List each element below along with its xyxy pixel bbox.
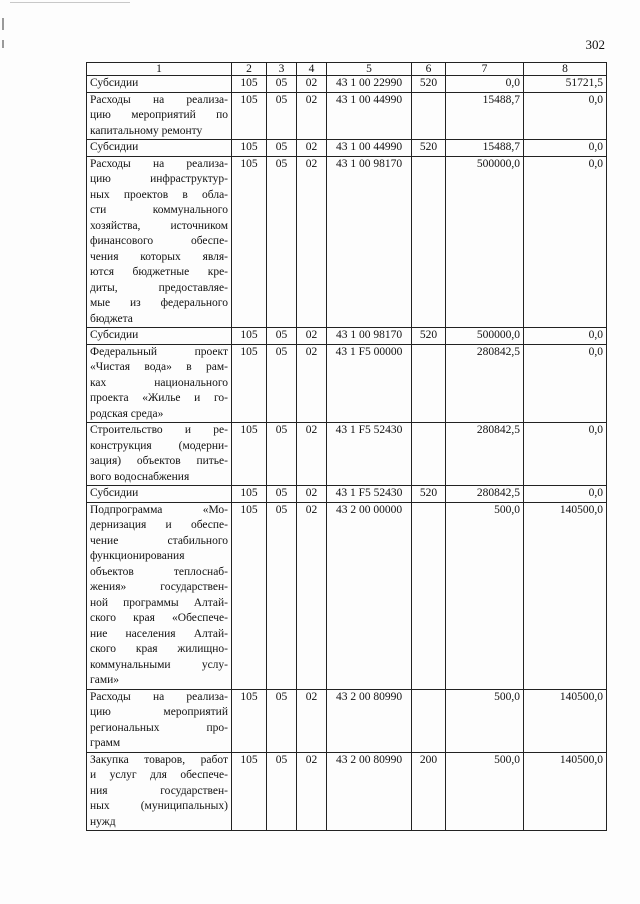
table-row xyxy=(87,76,607,93)
description-line: родская среда» xyxy=(90,407,164,420)
column-header: 3 xyxy=(267,63,297,76)
description-line: ния государствен- xyxy=(90,784,228,797)
description-line: вого водоснабжения xyxy=(90,470,190,483)
table-row xyxy=(87,486,607,503)
description-line: цию мероприятий xyxy=(90,706,228,718)
section-code: 05 xyxy=(267,423,297,486)
expense-type-code xyxy=(412,689,446,752)
column-header: 5 xyxy=(327,63,412,76)
description-line: Закупка товаров, работ xyxy=(90,753,228,766)
expense-type-code xyxy=(412,92,446,140)
description-line: ных (муниципальных) xyxy=(90,800,228,812)
table-row xyxy=(87,752,607,831)
description-line: Субсидии xyxy=(90,77,139,89)
column-header: 1 xyxy=(87,63,232,76)
description-line: и услуг для обеспече- xyxy=(90,769,228,781)
subsection-code: 02 xyxy=(297,344,327,423)
description-line: Расходы на реализа- xyxy=(90,93,228,106)
row-description xyxy=(87,76,232,93)
column-header: 2 xyxy=(232,63,267,76)
target-article-code: 43 2 00 00000 xyxy=(327,502,412,689)
description-line: нужд xyxy=(90,815,116,828)
row-description xyxy=(87,156,232,328)
amount-col7: 500,0 xyxy=(446,502,524,689)
expense-type-code xyxy=(412,502,446,689)
target-article-code: 43 2 00 80990 xyxy=(327,689,412,752)
subsection-code: 02 xyxy=(297,423,327,486)
amount-col7: 280842,5 xyxy=(446,423,524,486)
amount-col8: 0,0 xyxy=(524,328,607,345)
description-line: Федеральный проект xyxy=(90,345,228,358)
description-line: мые из федерального xyxy=(90,297,228,309)
budget-code: 105 xyxy=(232,689,267,752)
column-header: 6 xyxy=(412,63,446,76)
row-description xyxy=(87,689,232,752)
section-code: 05 xyxy=(267,76,297,93)
description-line: жения» государствен- xyxy=(90,581,228,593)
amount-col8: 0,0 xyxy=(524,486,607,503)
amount-col8: 51721,5 xyxy=(524,76,607,93)
subsection-code: 02 xyxy=(297,140,327,157)
section-code: 05 xyxy=(267,140,297,157)
budget-code: 105 xyxy=(232,344,267,423)
amount-col7: 500,0 xyxy=(446,752,524,831)
table-row xyxy=(87,328,607,345)
table-row xyxy=(87,423,607,486)
target-article-code: 43 2 00 80990 xyxy=(327,752,412,831)
expense-type-code: 520 xyxy=(412,486,446,503)
description-line: Расходы на реализа- xyxy=(90,690,228,703)
description-line: функционирования xyxy=(90,550,185,562)
description-line: ского края жилищно- xyxy=(90,643,228,655)
subsection-code: 02 xyxy=(297,752,327,831)
description-line: проекта «Жилье и го- xyxy=(90,392,228,404)
description-line: бюджета xyxy=(90,312,133,325)
description-line: зация) объектов питье- xyxy=(90,455,228,467)
description-line: коммунальными услу- xyxy=(90,658,228,671)
page-number: 302 xyxy=(585,37,605,52)
description-line: Расходы на реализа- xyxy=(90,157,228,170)
budget-code: 105 xyxy=(232,76,267,93)
description-line: Субсидии xyxy=(90,329,139,341)
budget-code: 105 xyxy=(232,486,267,503)
description-line: ках национального xyxy=(90,376,228,389)
description-line: чение стабильного xyxy=(90,534,228,547)
scan-artifact xyxy=(10,2,130,3)
description-line: ной программы Алтай- xyxy=(90,596,228,609)
expense-type-code: 520 xyxy=(412,76,446,93)
target-article-code: 43 1 F5 52430 xyxy=(327,486,412,503)
description-line: ных проектов в обла- xyxy=(90,188,228,201)
description-line: конструкция (модерни- xyxy=(90,439,228,452)
table-row xyxy=(87,689,607,752)
amount-col8: 140500,0 xyxy=(524,752,607,831)
description-line: ются бюджетные кре- xyxy=(90,266,228,278)
row-description xyxy=(87,423,232,486)
target-article-code: 43 1 00 44990 xyxy=(327,92,412,140)
description-line: грамм xyxy=(90,737,121,749)
section-code: 05 xyxy=(267,502,297,689)
amount-col8: 0,0 xyxy=(524,423,607,486)
description-line: Строительство и ре- xyxy=(90,424,228,436)
amount-col7: 500,0 xyxy=(446,689,524,752)
target-article-code: 43 1 F5 00000 xyxy=(327,344,412,423)
description-line: чения которых явля- xyxy=(90,250,228,263)
amount-col8: 0,0 xyxy=(524,344,607,423)
row-description xyxy=(87,344,232,423)
description-line: объектов теплоснаб- xyxy=(90,565,228,578)
description-line: «Чистая вода» в рам- xyxy=(90,361,228,373)
header-row xyxy=(87,63,607,76)
budget-code: 105 xyxy=(232,140,267,157)
section-code: 05 xyxy=(267,344,297,423)
subsection-code: 02 xyxy=(297,328,327,345)
budget-code: 105 xyxy=(232,328,267,345)
description-line: Субсидии xyxy=(90,487,139,499)
amount-col7: 0,0 xyxy=(446,76,524,93)
section-code: 05 xyxy=(267,752,297,831)
budget-code: 105 xyxy=(232,92,267,140)
column-header: 7 xyxy=(446,63,524,76)
amount-col7: 500000,0 xyxy=(446,156,524,328)
row-description xyxy=(87,502,232,689)
budget-code: 105 xyxy=(232,156,267,328)
column-header: 8 xyxy=(524,63,607,76)
description-line: Подпрограмма «Мо- xyxy=(90,503,228,516)
amount-col7: 15488,7 xyxy=(446,140,524,157)
description-line: гами» xyxy=(90,674,120,686)
description-line: цию инфраструктур- xyxy=(90,173,228,185)
amount-col7: 280842,5 xyxy=(446,486,524,503)
section-code: 05 xyxy=(267,92,297,140)
table-row xyxy=(87,92,607,140)
amount-col7: 500000,0 xyxy=(446,328,524,345)
target-article-code: 43 1 00 98170 xyxy=(327,156,412,328)
budget-code: 105 xyxy=(232,423,267,486)
section-code: 05 xyxy=(267,689,297,752)
table-row xyxy=(87,502,607,689)
amount-col8: 140500,0 xyxy=(524,502,607,689)
table-row xyxy=(87,344,607,423)
expense-type-code xyxy=(412,156,446,328)
amount-col8: 0,0 xyxy=(524,92,607,140)
description-line: дернизация и обеспе- xyxy=(90,519,228,531)
amount-col8: 0,0 xyxy=(524,140,607,157)
description-line: региональных про- xyxy=(90,721,228,734)
amount-col8: 0,0 xyxy=(524,156,607,328)
section-code: 05 xyxy=(267,328,297,345)
description-line: финансового обеспе- xyxy=(90,235,228,247)
scan-edge-mark xyxy=(2,40,4,48)
budget-code: 105 xyxy=(232,502,267,689)
budget-table xyxy=(86,62,607,831)
amount-col7: 280842,5 xyxy=(446,344,524,423)
description-line: капитальному ремонту xyxy=(90,124,203,137)
subsection-code: 02 xyxy=(297,486,327,503)
target-article-code: 43 1 00 98170 xyxy=(327,328,412,345)
amount-col7: 15488,7 xyxy=(446,92,524,140)
subsection-code: 02 xyxy=(297,156,327,328)
expense-type-code xyxy=(412,344,446,423)
description-line: ние населения Алтай- xyxy=(90,627,228,640)
subsection-code: 02 xyxy=(297,502,327,689)
scan-edge-mark xyxy=(2,18,4,30)
row-description xyxy=(87,140,232,157)
subsection-code: 02 xyxy=(297,92,327,140)
target-article-code: 43 1 00 44990 xyxy=(327,140,412,157)
description-line: диты, предоставляе- xyxy=(90,281,228,294)
expense-type-code: 520 xyxy=(412,140,446,157)
section-code: 05 xyxy=(267,486,297,503)
table-row xyxy=(87,156,607,328)
description-line: ского края «Обеспече- xyxy=(90,612,228,624)
row-description xyxy=(87,752,232,831)
expense-type-code: 520 xyxy=(412,328,446,345)
subsection-code: 02 xyxy=(297,76,327,93)
description-line: хозяйства, источником xyxy=(90,219,228,232)
budget-code: 105 xyxy=(232,752,267,831)
row-description xyxy=(87,486,232,503)
column-header: 4 xyxy=(297,63,327,76)
description-line: сти коммунального xyxy=(90,204,228,216)
description-line: Субсидии xyxy=(90,141,139,153)
section-code: 05 xyxy=(267,156,297,328)
subsection-code: 02 xyxy=(297,689,327,752)
description-line: цию мероприятий по xyxy=(90,109,228,121)
expense-type-code xyxy=(412,423,446,486)
amount-col8: 140500,0 xyxy=(524,689,607,752)
target-article-code: 43 1 00 22990 xyxy=(327,76,412,93)
table-row xyxy=(87,140,607,157)
expense-type-code: 200 xyxy=(412,752,446,831)
row-description xyxy=(87,92,232,140)
target-article-code: 43 1 F5 52430 xyxy=(327,423,412,486)
row-description xyxy=(87,328,232,345)
